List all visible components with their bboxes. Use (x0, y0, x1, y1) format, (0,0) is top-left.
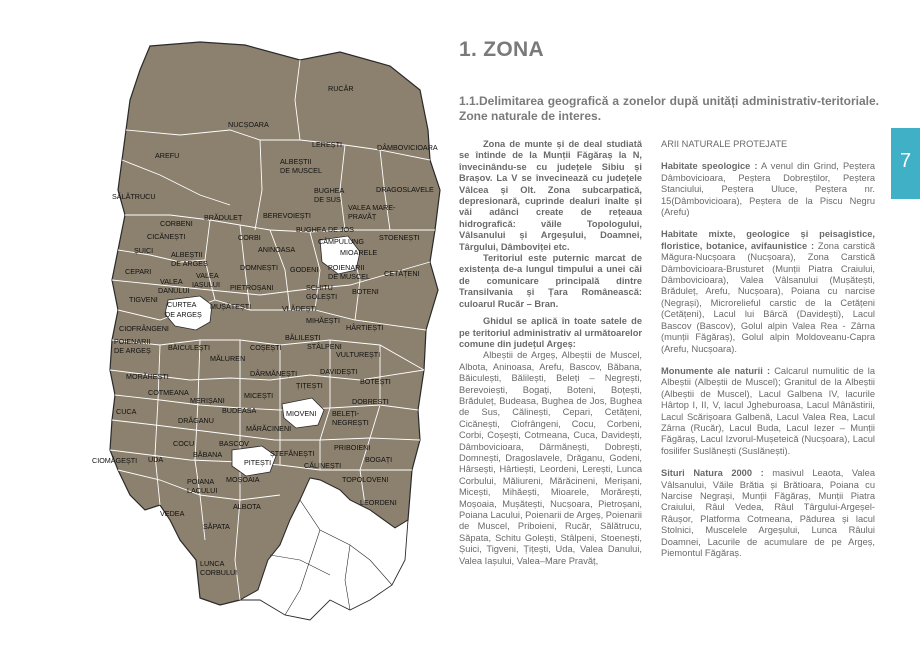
mixed-habitats-text: Zona carstică Măgura-Nucșoara (Nucșoara), Zona Carstică Dâmbovicioara-Brusturet (Munții Piatra Craiului, Dâmbovicioara), Valea Vâlsanului (Mușătești, Brăduleț, Arefu, Nucșoara), Poiana cu narcise (Negrași), Microrelieful carstic de la Cetățeni (Cetățeni), Lacul lui Bârcă (Davidești), Lacul Bascov (Bascov), Golul alpin Valea Rea - Zârna (munții Făgăraș), Golul alpin Moldoveanu-Capra (Arefu, Nucșoara). (661, 240, 875, 354)
mixed-habitats (661, 229, 875, 354)
map-label: BUGHEA DE JOS (296, 225, 354, 234)
map-label: BRĂDULEȚ (204, 213, 243, 222)
map-label: MIOVENI (286, 409, 317, 418)
map-label: ȚIȚEȘTI (296, 381, 323, 390)
speleological-title: Habitate speologice : (661, 161, 758, 172)
map-label: BUGHEA (314, 186, 345, 195)
map-label: ȘUICI (134, 246, 154, 255)
map-label: CORBENI (160, 219, 193, 228)
section-subtitle: 1.1.Delimitarea geografică a zonelor după unități administrativ-teritoriale. Zone naturale de interes. (459, 94, 879, 123)
mixed-habitats-title: Habitate mixte, geologice și peisagistice, floristice, botanice, avifaunistice : (661, 229, 875, 251)
speleological-habitats (661, 161, 875, 218)
map-label: MĂRĂCINENI (246, 424, 292, 433)
map-label: MICEȘTI (244, 391, 274, 400)
map-label: DE ARGEȘ (114, 346, 151, 355)
map-label: COTMEANA (148, 388, 189, 397)
map-label: PRIBOIENI (334, 443, 371, 452)
map-label: CORBULUI (200, 568, 238, 577)
paragraph-corridor: Teritoriul este puternic marcat de existența de-a lungul timpului a unei căi de comunicare principală dintre Transilvania și Țara Românească: culoarul Rucăr – Bran. (459, 253, 642, 309)
map-label: BASCOV (219, 439, 249, 448)
map-label: LEREȘTI (312, 140, 342, 149)
map-label: MUȘĂTEȘTI (210, 302, 252, 311)
map-label: SĂLĂTRUCU (112, 192, 156, 201)
speleological-text: A venul din Grind, Peștera Dâmbovicioara, Peștera Dobreștilor, Peștera Stanciului, Peștera Uluce, Peștera nr. 15(Dâmbovicioara), Peștera de la Piscu Negru (Arefu) (661, 161, 875, 218)
page-number: 7 (899, 150, 912, 172)
map-label: PRAVĂȚ (348, 212, 377, 221)
map-label: RUCĂR (328, 84, 354, 93)
map-label: BEREVOIEȘTI (263, 211, 311, 220)
map-label: VULTUREȘTI (336, 350, 381, 359)
map-label: ALBOTA (233, 502, 261, 511)
map-label: STÂLPENI (307, 342, 342, 351)
map-label: CETĂȚENI (384, 269, 420, 278)
map-label: CIOFRÂNGENI (119, 324, 169, 333)
map-label: DE ARGEȘ (171, 259, 208, 268)
map-label: VALEA MARE- (348, 203, 396, 212)
map-label: MORĂREȘTI (126, 372, 169, 381)
map-label: CICĂNEȘTI (147, 232, 186, 241)
map-label: ALBEȘTII (280, 157, 312, 166)
map-label: BĂICULEȘTI (168, 343, 210, 352)
map-label: CĂLINEȘTI (304, 461, 342, 470)
map-label: DAVIDEȘTI (320, 367, 358, 376)
map-label: AREFU (155, 151, 180, 160)
map-label: STOENEȘTI (379, 233, 420, 242)
natura-2000-sites (661, 468, 875, 559)
map-label: POIENARII (114, 337, 151, 346)
map-label: DRĂGANU (178, 416, 214, 425)
map-label: GODENI (290, 265, 319, 274)
map-label: CEPARI (125, 267, 152, 276)
map-label: PITEȘTI (244, 458, 272, 467)
map-label: BOGAȚI (365, 455, 393, 464)
map-label: TIGVENI (129, 295, 158, 304)
map-label: BĂLILEȘTI (285, 333, 321, 342)
natural-monuments-text: Calcarul numulitic de la Albeștii (Albeștii de Muscel); Granitul de la Albeștii (Albeștii de Muscel), Lacul Galbena IV, lacurile Hârtop I, II, V, lacul Jgheburoasa, Lacul Mânăstirii, Lacul Scărișoara Galbenă, Lacul Valea Rea, Lacul Zârna (Rucăr), Lacul Buda, Lacul Iezer – Munții Făgăraș, Lacul Izvorul-Mușeteică (Nucșoara), Lacul fosilifer Suslănești (Suslănești). (661, 365, 875, 456)
natural-monuments (661, 366, 875, 457)
page-title: 1. ZONA (459, 38, 544, 61)
map-label: GOLEȘTI (306, 292, 338, 301)
map-label: POIANA (187, 477, 215, 486)
map-label: DE MUSCEL (328, 272, 370, 281)
map-label: DÂMBOVICIOARA (377, 143, 438, 152)
map-label: PIETROȘANI (230, 283, 274, 292)
map-label: POIENARII (328, 263, 365, 272)
map-label: CORBI (238, 233, 261, 242)
map-label: BĂBANA (193, 450, 223, 459)
map-label: COCU (173, 439, 195, 448)
map-label: MĂLUREN (210, 354, 246, 363)
map-label: COȘEȘTI (250, 343, 282, 352)
map-label: DE ARGEȘ (165, 310, 202, 319)
map-label: NEGREȘTI (332, 418, 369, 427)
map-label: NUCȘOARA (228, 120, 269, 129)
map-label: DE SUS (314, 195, 341, 204)
map-label: DOBREȘTI (352, 397, 389, 406)
map-label: CUCA (116, 407, 137, 416)
text-column-left (459, 139, 642, 567)
map-label: ȘTEFĂNEȘTI (270, 449, 315, 458)
map-label: MIHĂEȘTI (306, 316, 340, 325)
natura-2000-text: masivul Leaota, Valea Vâlsanului, Văile Brătia și Brătioara, Poiana cu Narcise Negrași, Munții Făgăraș, Munții Piatra Craiului, Râul Vedea, Râul Târgului-Argeșel-Râușor, Platforma Cotmeana, Pădurea și lacul Stolnici, Muscelele Argeșului, Lunca Râului Doamnei, Lacurile de acumulare de pe Argeș, Piemontul Făgăraș. (661, 468, 876, 558)
map-label: MIOARELE (340, 248, 378, 257)
map-label: VLĂDEȘTI (282, 304, 317, 313)
map-label: ANINOASA (258, 245, 296, 254)
map-label: VALEA (196, 271, 219, 280)
arges-county-map (0, 0, 450, 650)
map-label: SĂPATA (203, 522, 230, 531)
map-label: VEDEA (160, 509, 185, 518)
map-label: BOTENI (352, 287, 379, 296)
map-label: LUNCA (200, 559, 225, 568)
map-label: CURTEA (167, 300, 197, 309)
paragraph-guide-scope: Ghidul se aplică în toate satele de pe teritoriul administrativ al următoarelor comune din județul Argeș: (459, 316, 642, 349)
map-label: VALEA (160, 277, 183, 286)
text-column-right (661, 139, 875, 570)
map-label: BELEȚI- (332, 409, 360, 418)
map-label: SCHITU (306, 283, 333, 292)
map-label: HÂRTIEȘTI (346, 323, 384, 332)
natural-monuments-title: Monumente ale naturii : (661, 365, 771, 376)
map-label: DE MUSCEL (280, 166, 322, 175)
map-label: ALBEȘTII (171, 250, 203, 259)
map-label: MERIȘANI (190, 396, 225, 405)
map-label: UDA (148, 455, 164, 464)
map-label: BUDEASA (222, 406, 257, 415)
map-label: DANULUI (158, 286, 190, 295)
map-label: BOTEȘTI (360, 377, 391, 386)
map-label: CIOMĂGEȘTI (92, 456, 138, 465)
paragraph-communes-list: Albeștii de Argeș, Albeștii de Muscel, Albota, Aninoasa, Arefu, Bascov, Băbana, Băiculești, Bălilești, Beleți – Negrești, Berevoiești, Bogați, Boteni, Boțești, Brăduleț, Budeasa, Bughea de Jos, Bughea de Sus, Călinești, Cepari, Cetățeni, Cicănești, Ciofrângeni, Cocu, Corbeni, Corbi, Coșești, Cotmeana, Cuca, Davidești, Dâmbovicioara, Dârmănești, Dobrești, Domnești, Dragoslavele, Drăganu, Godeni, Hârsești, Hârtiești, Leordeni, Lerești, Lunca Corbului, Măliureni, Mărăcineni, Merișani, Micești, Mihăești, Mioarele, Morărești, Moșoaia, Mușătești, Nucșoara, Pietroșani, Poiana Lacului, Poienarii de Argeș, Poienarii de Muscel, Priboieni, Rucăr, Sălătrucu, Săpata, Schitu Golești, Stâlpeni, Stoenești, Șuici, Tigveni, Țițești, Uda, Valea Danului, Valea Iașului, Valea–Mare Pravăț, (459, 350, 642, 566)
natura-2000-title: Situri Natura 2000 : (661, 468, 764, 479)
map-label: IAȘULUI (192, 280, 220, 289)
map-label: DOMNEȘTI (240, 263, 278, 272)
map-label: MOȘOAIA (226, 475, 260, 484)
map-label: DÂRMĂNEȘTI (250, 369, 298, 378)
protected-areas-heading: ARII NATURALE PROTEJATE (661, 139, 788, 149)
map-label: DRAGOSLAVELE (376, 185, 434, 194)
map-label: CÂMPULUNG (318, 237, 364, 246)
map-label: LEORDENI (360, 498, 397, 507)
map-label: TOPOLOVENI (342, 475, 389, 484)
paragraph-zone-description: Zona de munte și de deal studiată se întinde de la Munții Făgăraș la N, învecinându-se cu județele Sibiu și Brașov. La V se învecinează cu județele Vâlcea și Olt. Zona subcarpatică, depresionară, cuprinde dealuri înalte și văi adânci create de rețeaua hidrografică: văile Topologului, Vâlsanului și Argeșului, Doamnei, Târgului, Dâmboviței etc. (459, 139, 642, 252)
map-label: LACULUI (187, 486, 218, 495)
